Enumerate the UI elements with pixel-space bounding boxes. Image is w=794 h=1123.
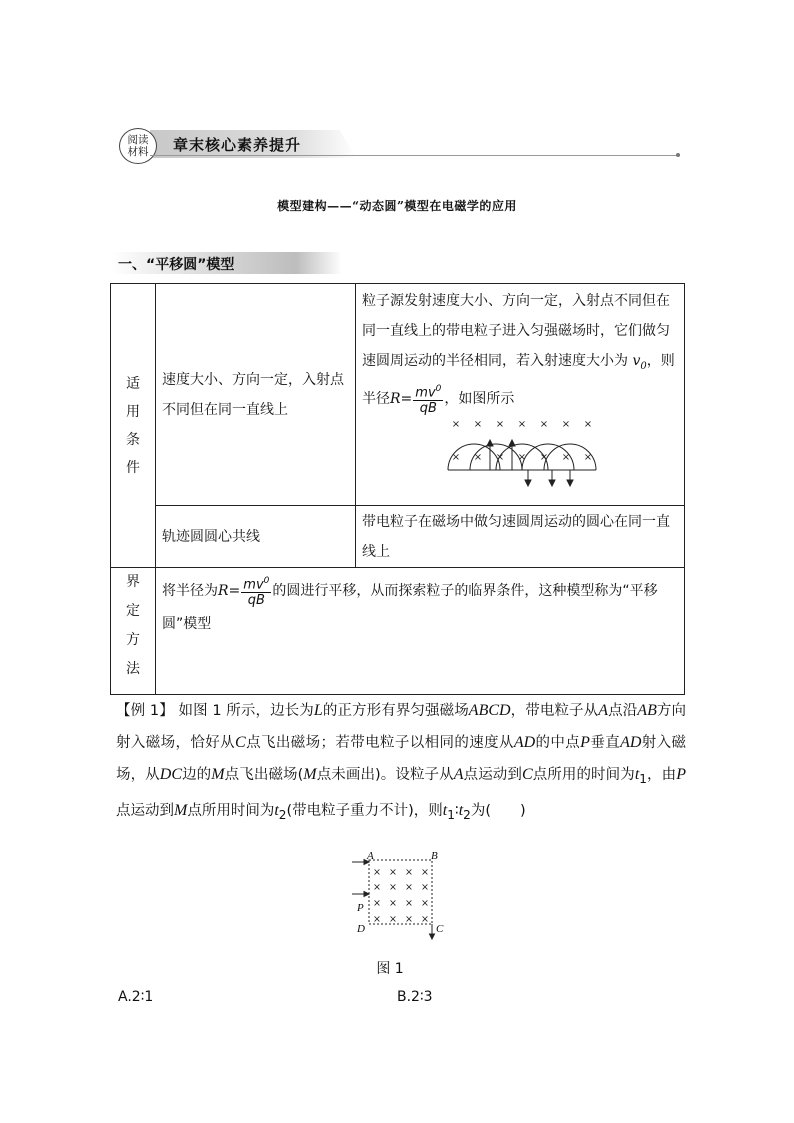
svg-text:×: × (405, 914, 413, 925)
description-text-3: ，如图所示 (444, 390, 515, 407)
v0-symbol: $v_0$ (632, 353, 647, 372)
applicable-conditions-label (111, 284, 156, 568)
svg-text:×: × (373, 898, 381, 909)
description-cell (356, 284, 685, 506)
example-1: 【例 1】 如图 1 所示，边长为L的正方形有界匀强磁场ABCD，带电粒子从A点沿AB方向射入磁场，恰好从C点飞出磁场；若带电粒子以相同的速度从AD的中点P垂直AD射入磁场，从DC边的M点飞出磁场(M点未画出)。设粒子从A点运动到C点所用的时间为$t_1$，由P点运动到M点所用时间为$t_2$(带电粒子重力不计)，则$t_1∶t_2$为( ) (116, 702, 687, 822)
condition-text: 速度大小、方向一定，入射点不同但在同一直线上 (162, 371, 344, 418)
svg-text:×: × (373, 867, 381, 878)
label-char: 方 (126, 632, 140, 648)
svg-text:×: × (389, 914, 397, 925)
page-subtitle: 模型建构——“动态圆”模型在电磁学的应用 (277, 199, 517, 213)
svg-text:×: × (421, 914, 429, 925)
label-char: 界 (126, 574, 140, 590)
label-char: 件 (126, 459, 140, 476)
svg-text:×: × (539, 419, 549, 431)
svg-text:×: × (495, 419, 505, 431)
svg-text:×: × (451, 419, 461, 431)
badge-line1: 阅读 (127, 134, 149, 146)
translating-circles-diagram (440, 418, 640, 488)
formula-R: R= (218, 583, 241, 600)
svg-text:×: × (583, 452, 593, 464)
svg-text:×: × (517, 419, 527, 431)
description-cell (356, 506, 685, 568)
figure-caption: 图 1 (376, 961, 404, 977)
svg-text:×: × (421, 882, 429, 893)
method-text-pre: 将半径为 (162, 583, 218, 600)
condition-cell (156, 284, 356, 506)
model-table (110, 283, 685, 695)
figure-1-square-field (348, 848, 448, 940)
badge-line2: 材料 (127, 146, 149, 158)
svg-text:×: × (405, 867, 413, 878)
header-rule (150, 155, 680, 156)
svg-text:×: × (583, 419, 593, 431)
condition-cell (156, 506, 356, 568)
svg-text:×: × (561, 419, 571, 431)
svg-text:×: × (405, 882, 413, 893)
option-a[interactable]: A.2∶1 (118, 989, 154, 1005)
description-text: 粒子源发射速度大小、方向一定，入射点不同但在同一直线上的带电粒子进入匀强磁场时，它们做匀速圆周运动的半径相同，若入射速度大小为 (362, 293, 670, 369)
radius-fraction: $\frac{mv^0}{qB}$ (243, 576, 270, 609)
table-row (111, 506, 685, 568)
svg-text:×: × (373, 914, 381, 925)
method-cell (156, 568, 685, 695)
label-char: 适 (126, 375, 140, 392)
chapter-title: 章末核心素养提升 (173, 136, 302, 154)
condition-text: 轨迹圆圆心共线 (162, 528, 260, 545)
section-title: 一、“平移圆”模型 (118, 257, 235, 273)
table-row (111, 568, 685, 695)
label-C: C (436, 923, 444, 935)
svg-text:×: × (539, 452, 549, 464)
svg-text:×: × (451, 452, 461, 464)
svg-text:×: × (405, 898, 413, 909)
label-P: P (357, 902, 364, 914)
description-text-2: ，则半径 (362, 353, 675, 407)
svg-text:×: × (389, 867, 397, 878)
example-tag: 【例 1】 (116, 703, 174, 719)
method-label (111, 568, 156, 695)
description-text: 带电粒子在磁场中做匀速圆周运动的圆心在同一直线上 (362, 513, 670, 560)
svg-text:×: × (495, 452, 505, 464)
radius-fraction: $\frac{mv^0}{qB}$ (415, 383, 442, 417)
header-rule-dot (676, 153, 680, 157)
label-char: 定 (126, 603, 140, 619)
label-char: 法 (126, 661, 140, 677)
svg-text:×: × (373, 882, 381, 893)
svg-text:×: × (421, 898, 429, 909)
formula-R: R= (390, 390, 413, 407)
svg-text:×: × (421, 867, 429, 878)
label-A: A (367, 850, 374, 862)
svg-text:×: × (561, 452, 571, 464)
svg-text:×: × (389, 898, 397, 909)
option-b[interactable]: B.2∶3 (397, 989, 433, 1005)
table-row (111, 284, 685, 506)
label-char: 条 (126, 431, 140, 448)
label-char: 用 (126, 403, 140, 420)
svg-text:×: × (473, 419, 483, 431)
method-text-post: 的圆进行平移，从而探索粒子的临界条件，这种模型称为“平移圆”模型 (162, 583, 658, 633)
label-B: B (431, 850, 438, 862)
label-D: D (357, 923, 365, 935)
svg-text:×: × (473, 452, 483, 464)
reading-material-badge (119, 128, 157, 164)
svg-text:×: × (389, 882, 397, 893)
svg-text:×: × (517, 452, 527, 464)
